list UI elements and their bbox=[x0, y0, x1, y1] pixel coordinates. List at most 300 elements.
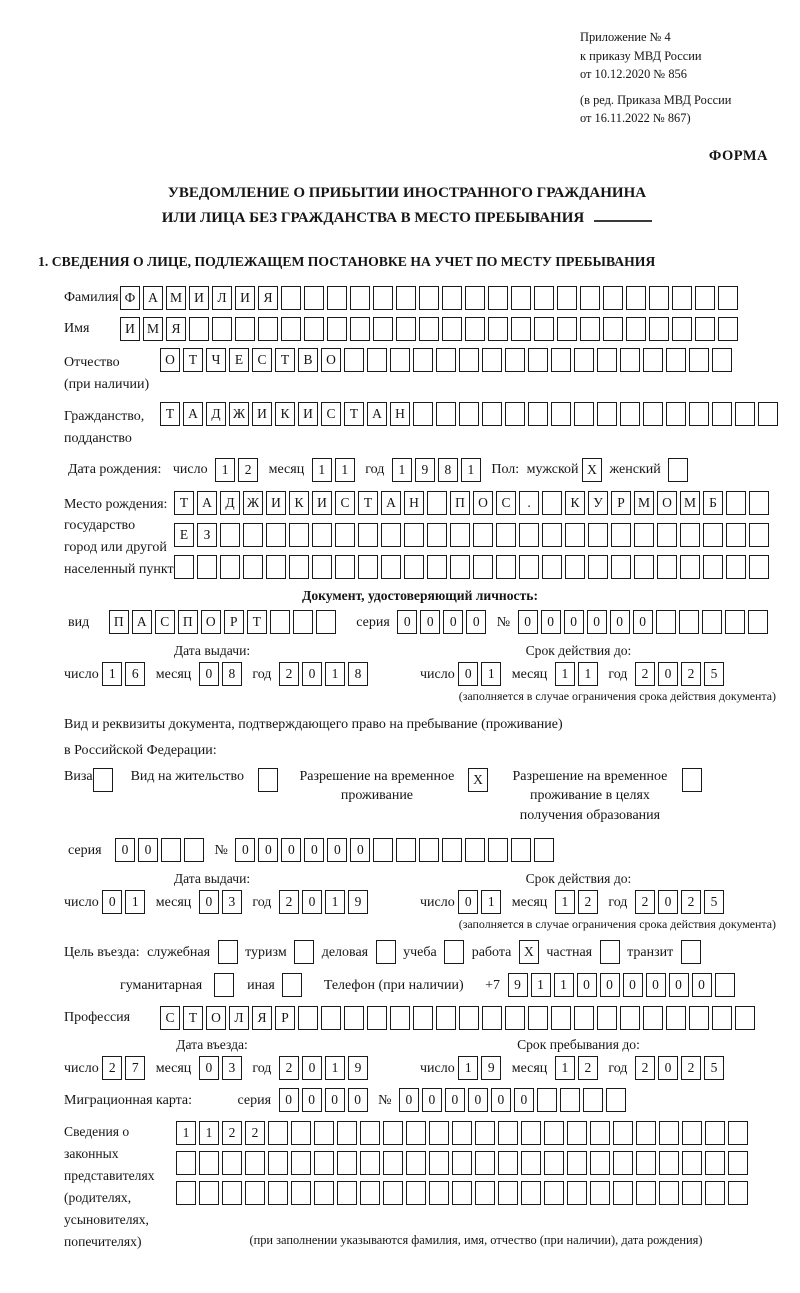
char-box[interactable]: 2 bbox=[681, 890, 701, 914]
char-box[interactable] bbox=[611, 555, 631, 579]
char-box[interactable]: М bbox=[680, 491, 700, 515]
char-box[interactable]: О bbox=[206, 1006, 226, 1030]
char-box[interactable] bbox=[749, 491, 769, 515]
char-box[interactable]: 1 bbox=[335, 458, 355, 482]
char-box[interactable] bbox=[634, 523, 654, 547]
char-box[interactable]: 5 bbox=[704, 1056, 724, 1080]
char-box[interactable] bbox=[383, 1121, 403, 1145]
char-box[interactable]: Н bbox=[390, 402, 410, 426]
char-box[interactable]: 2 bbox=[635, 662, 655, 686]
char-box[interactable] bbox=[289, 555, 309, 579]
char-box[interactable] bbox=[498, 1121, 518, 1145]
char-box[interactable] bbox=[413, 1006, 433, 1030]
char-box[interactable] bbox=[565, 555, 585, 579]
char-box[interactable]: 5 bbox=[704, 662, 724, 686]
char-box[interactable] bbox=[521, 1121, 541, 1145]
char-box[interactable] bbox=[567, 1181, 587, 1205]
char-box[interactable]: А bbox=[367, 402, 387, 426]
char-box[interactable]: С bbox=[335, 491, 355, 515]
char-box[interactable] bbox=[657, 523, 677, 547]
char-box[interactable] bbox=[314, 1181, 334, 1205]
char-box[interactable]: С bbox=[155, 610, 175, 634]
char-box[interactable] bbox=[304, 317, 324, 341]
char-box[interactable] bbox=[174, 555, 194, 579]
char-box[interactable] bbox=[636, 1121, 656, 1145]
doc-type-input[interactable] bbox=[109, 610, 339, 634]
birth-day-input[interactable] bbox=[215, 458, 261, 482]
char-box[interactable] bbox=[304, 286, 324, 310]
purpose-business-checkbox[interactable] bbox=[376, 940, 396, 964]
char-box[interactable]: М bbox=[143, 317, 163, 341]
char-box[interactable]: А bbox=[197, 491, 217, 515]
char-box[interactable]: Т bbox=[174, 491, 194, 515]
char-box[interactable] bbox=[583, 1088, 603, 1112]
char-box[interactable] bbox=[620, 1006, 640, 1030]
char-box[interactable]: 0 bbox=[577, 973, 597, 997]
char-box[interactable]: М bbox=[166, 286, 186, 310]
char-box[interactable] bbox=[534, 838, 554, 862]
char-box[interactable]: 0 bbox=[443, 610, 463, 634]
char-box[interactable]: И bbox=[298, 402, 318, 426]
migration-number-input[interactable] bbox=[399, 1088, 629, 1112]
char-box[interactable] bbox=[488, 286, 508, 310]
char-box[interactable] bbox=[613, 1181, 633, 1205]
char-box[interactable] bbox=[383, 1181, 403, 1205]
char-box[interactable]: И bbox=[266, 491, 286, 515]
char-box[interactable]: А bbox=[143, 286, 163, 310]
char-box[interactable] bbox=[245, 1181, 265, 1205]
char-box[interactable]: 2 bbox=[578, 890, 598, 914]
char-box[interactable] bbox=[712, 348, 732, 372]
char-box[interactable] bbox=[551, 1006, 571, 1030]
char-box[interactable] bbox=[459, 1006, 479, 1030]
char-box[interactable] bbox=[505, 402, 525, 426]
char-box[interactable] bbox=[316, 610, 336, 634]
char-box[interactable]: Р bbox=[224, 610, 244, 634]
char-box[interactable]: 3 bbox=[222, 890, 242, 914]
doc-issue-month-input[interactable] bbox=[199, 662, 245, 686]
char-box[interactable]: Т bbox=[358, 491, 378, 515]
char-box[interactable]: У bbox=[588, 491, 608, 515]
char-box[interactable] bbox=[511, 317, 531, 341]
char-box[interactable]: 0 bbox=[669, 973, 689, 997]
char-box[interactable] bbox=[551, 348, 571, 372]
char-box[interactable] bbox=[222, 1181, 242, 1205]
char-box[interactable] bbox=[465, 317, 485, 341]
char-box[interactable]: А bbox=[183, 402, 203, 426]
char-box[interactable] bbox=[748, 610, 768, 634]
char-box[interactable]: 2 bbox=[635, 890, 655, 914]
char-box[interactable] bbox=[726, 555, 746, 579]
doc-issue-year-input[interactable] bbox=[279, 662, 371, 686]
char-box[interactable]: Ж bbox=[229, 402, 249, 426]
char-box[interactable] bbox=[695, 286, 715, 310]
char-box[interactable] bbox=[270, 610, 290, 634]
char-box[interactable]: Р bbox=[275, 1006, 295, 1030]
char-box[interactable] bbox=[580, 317, 600, 341]
char-box[interactable]: П bbox=[178, 610, 198, 634]
char-box[interactable] bbox=[335, 555, 355, 579]
char-box[interactable] bbox=[557, 286, 577, 310]
char-box[interactable] bbox=[519, 523, 539, 547]
char-box[interactable]: О bbox=[657, 491, 677, 515]
char-box[interactable]: Т bbox=[275, 348, 295, 372]
char-box[interactable]: К bbox=[565, 491, 585, 515]
birth-year-input[interactable] bbox=[392, 458, 484, 482]
purpose-work-checkbox[interactable]: X bbox=[519, 940, 539, 964]
char-box[interactable] bbox=[427, 491, 447, 515]
char-box[interactable]: З bbox=[197, 523, 217, 547]
char-box[interactable] bbox=[542, 523, 562, 547]
stay-until-month-input[interactable] bbox=[555, 1056, 601, 1080]
char-box[interactable] bbox=[551, 402, 571, 426]
char-box[interactable]: . bbox=[519, 491, 539, 515]
char-box[interactable]: 0 bbox=[458, 890, 478, 914]
migration-series-input[interactable] bbox=[279, 1088, 371, 1112]
char-box[interactable] bbox=[465, 286, 485, 310]
char-box[interactable] bbox=[726, 523, 746, 547]
char-box[interactable] bbox=[367, 1006, 387, 1030]
char-box[interactable] bbox=[465, 838, 485, 862]
stay-until-day-input[interactable] bbox=[458, 1056, 504, 1080]
char-box[interactable] bbox=[436, 402, 456, 426]
char-box[interactable]: 2 bbox=[578, 1056, 598, 1080]
char-box[interactable] bbox=[396, 286, 416, 310]
char-box[interactable] bbox=[511, 286, 531, 310]
char-box[interactable] bbox=[281, 317, 301, 341]
char-box[interactable] bbox=[659, 1181, 679, 1205]
doc-series-input[interactable] bbox=[397, 610, 489, 634]
stay-valid-month-input[interactable] bbox=[555, 890, 601, 914]
temp-residence-edu-checkbox[interactable] bbox=[682, 768, 702, 792]
char-box[interactable] bbox=[725, 610, 745, 634]
char-box[interactable]: 0 bbox=[235, 838, 255, 862]
char-box[interactable] bbox=[597, 1006, 617, 1030]
char-box[interactable] bbox=[718, 317, 738, 341]
patronymic-input[interactable] bbox=[160, 348, 735, 372]
char-box[interactable] bbox=[574, 348, 594, 372]
char-box[interactable] bbox=[537, 1088, 557, 1112]
char-box[interactable]: 0 bbox=[302, 1056, 322, 1080]
char-box[interactable] bbox=[266, 555, 286, 579]
char-box[interactable] bbox=[442, 317, 462, 341]
visa-checkbox[interactable] bbox=[93, 768, 113, 792]
char-box[interactable]: 1 bbox=[458, 1056, 478, 1080]
char-box[interactable] bbox=[404, 523, 424, 547]
char-box[interactable]: 0 bbox=[518, 610, 538, 634]
char-box[interactable]: Ч bbox=[206, 348, 226, 372]
char-box[interactable] bbox=[689, 1006, 709, 1030]
char-box[interactable] bbox=[597, 402, 617, 426]
char-box[interactable] bbox=[212, 317, 232, 341]
char-box[interactable]: 0 bbox=[199, 890, 219, 914]
char-box[interactable] bbox=[337, 1181, 357, 1205]
char-box[interactable] bbox=[197, 555, 217, 579]
char-box[interactable] bbox=[327, 317, 347, 341]
char-box[interactable]: Д bbox=[206, 402, 226, 426]
char-box[interactable]: 0 bbox=[258, 838, 278, 862]
char-box[interactable]: 0 bbox=[458, 662, 478, 686]
char-box[interactable] bbox=[505, 1006, 525, 1030]
char-box[interactable]: 2 bbox=[681, 662, 701, 686]
char-box[interactable] bbox=[459, 402, 479, 426]
char-box[interactable]: 3 bbox=[222, 1056, 242, 1080]
char-box[interactable]: С bbox=[252, 348, 272, 372]
char-box[interactable] bbox=[603, 317, 623, 341]
char-box[interactable]: 0 bbox=[281, 838, 301, 862]
char-box[interactable]: 0 bbox=[623, 973, 643, 997]
char-box[interactable] bbox=[419, 317, 439, 341]
char-box[interactable] bbox=[381, 523, 401, 547]
female-checkbox[interactable] bbox=[668, 458, 688, 482]
char-box[interactable]: 0 bbox=[199, 1056, 219, 1080]
char-box[interactable]: 0 bbox=[422, 1088, 442, 1112]
char-box[interactable] bbox=[293, 610, 313, 634]
char-box[interactable] bbox=[413, 402, 433, 426]
char-box[interactable]: 1 bbox=[555, 1056, 575, 1080]
char-box[interactable]: 1 bbox=[461, 458, 481, 482]
char-box[interactable]: 1 bbox=[555, 662, 575, 686]
char-box[interactable] bbox=[459, 348, 479, 372]
char-box[interactable]: Т bbox=[247, 610, 267, 634]
char-box[interactable] bbox=[726, 491, 746, 515]
char-box[interactable] bbox=[367, 348, 387, 372]
char-box[interactable]: 0 bbox=[658, 890, 678, 914]
char-box[interactable] bbox=[473, 555, 493, 579]
char-box[interactable] bbox=[567, 1121, 587, 1145]
char-box[interactable]: 1 bbox=[199, 1121, 219, 1145]
doc-issue-day-input[interactable] bbox=[102, 662, 148, 686]
char-box[interactable] bbox=[235, 317, 255, 341]
char-box[interactable]: С bbox=[160, 1006, 180, 1030]
char-box[interactable]: 6 bbox=[125, 662, 145, 686]
char-box[interactable] bbox=[404, 555, 424, 579]
char-box[interactable]: М bbox=[634, 491, 654, 515]
stay-valid-day-input[interactable] bbox=[458, 890, 504, 914]
char-box[interactable]: 0 bbox=[491, 1088, 511, 1112]
char-box[interactable] bbox=[689, 348, 709, 372]
char-box[interactable] bbox=[488, 838, 508, 862]
char-box[interactable]: С bbox=[496, 491, 516, 515]
char-box[interactable]: 0 bbox=[541, 610, 561, 634]
char-box[interactable] bbox=[220, 523, 240, 547]
char-box[interactable]: А bbox=[381, 491, 401, 515]
char-box[interactable]: 0 bbox=[658, 1056, 678, 1080]
char-box[interactable]: Я bbox=[252, 1006, 272, 1030]
char-box[interactable] bbox=[557, 317, 577, 341]
phone-input[interactable] bbox=[508, 973, 738, 997]
char-box[interactable] bbox=[281, 286, 301, 310]
char-box[interactable] bbox=[427, 523, 447, 547]
char-box[interactable]: С bbox=[321, 402, 341, 426]
char-box[interactable] bbox=[496, 555, 516, 579]
char-box[interactable] bbox=[544, 1181, 564, 1205]
char-box[interactable]: О bbox=[321, 348, 341, 372]
char-box[interactable] bbox=[560, 1088, 580, 1112]
char-box[interactable]: Б bbox=[703, 491, 723, 515]
char-box[interactable] bbox=[613, 1121, 633, 1145]
stay-doc-series-input[interactable] bbox=[115, 838, 207, 862]
char-box[interactable] bbox=[682, 1181, 702, 1205]
char-box[interactable] bbox=[482, 348, 502, 372]
char-box[interactable]: 1 bbox=[102, 662, 122, 686]
char-box[interactable] bbox=[682, 1121, 702, 1145]
char-box[interactable] bbox=[521, 1181, 541, 1205]
char-box[interactable] bbox=[705, 1121, 725, 1145]
char-box[interactable] bbox=[542, 491, 562, 515]
char-box[interactable]: 0 bbox=[397, 610, 417, 634]
char-box[interactable]: 8 bbox=[438, 458, 458, 482]
char-box[interactable] bbox=[442, 838, 462, 862]
char-box[interactable]: 9 bbox=[481, 1056, 501, 1080]
purpose-study-checkbox[interactable] bbox=[444, 940, 464, 964]
char-box[interactable]: И bbox=[312, 491, 332, 515]
char-box[interactable] bbox=[634, 555, 654, 579]
char-box[interactable]: 9 bbox=[415, 458, 435, 482]
char-box[interactable] bbox=[482, 1006, 502, 1030]
citizenship-input[interactable] bbox=[160, 402, 781, 426]
char-box[interactable]: 0 bbox=[514, 1088, 534, 1112]
char-box[interactable] bbox=[473, 523, 493, 547]
char-box[interactable] bbox=[603, 286, 623, 310]
char-box[interactable]: 1 bbox=[325, 1056, 345, 1080]
char-box[interactable]: 1 bbox=[125, 890, 145, 914]
char-box[interactable] bbox=[528, 348, 548, 372]
purpose-tourism-checkbox[interactable] bbox=[294, 940, 314, 964]
char-box[interactable] bbox=[436, 1006, 456, 1030]
char-box[interactable] bbox=[337, 1121, 357, 1145]
char-box[interactable] bbox=[712, 402, 732, 426]
char-box[interactable]: 0 bbox=[348, 1088, 368, 1112]
char-box[interactable] bbox=[695, 317, 715, 341]
char-box[interactable] bbox=[358, 523, 378, 547]
char-box[interactable] bbox=[243, 555, 263, 579]
char-box[interactable]: 0 bbox=[468, 1088, 488, 1112]
char-box[interactable]: 1 bbox=[554, 973, 574, 997]
char-box[interactable]: 1 bbox=[578, 662, 598, 686]
char-box[interactable] bbox=[373, 838, 393, 862]
char-box[interactable] bbox=[705, 1181, 725, 1205]
char-box[interactable] bbox=[429, 1121, 449, 1145]
char-box[interactable]: 1 bbox=[481, 662, 501, 686]
char-box[interactable] bbox=[659, 1121, 679, 1145]
char-box[interactable]: И bbox=[120, 317, 140, 341]
char-box[interactable]: О bbox=[160, 348, 180, 372]
char-box[interactable]: Т bbox=[183, 1006, 203, 1030]
char-box[interactable]: 0 bbox=[587, 610, 607, 634]
stay-issue-day-input[interactable] bbox=[102, 890, 148, 914]
char-box[interactable]: 1 bbox=[531, 973, 551, 997]
char-box[interactable]: 2 bbox=[102, 1056, 122, 1080]
stay-until-year-input[interactable] bbox=[635, 1056, 727, 1080]
char-box[interactable] bbox=[735, 1006, 755, 1030]
char-box[interactable] bbox=[419, 838, 439, 862]
char-box[interactable] bbox=[406, 1121, 426, 1145]
char-box[interactable]: О bbox=[201, 610, 221, 634]
entry-day-input[interactable] bbox=[102, 1056, 148, 1080]
char-box[interactable]: 0 bbox=[325, 1088, 345, 1112]
char-box[interactable]: И bbox=[252, 402, 272, 426]
char-box[interactable]: 1 bbox=[312, 458, 332, 482]
entry-year-input[interactable] bbox=[279, 1056, 371, 1080]
char-box[interactable] bbox=[373, 286, 393, 310]
char-box[interactable]: 0 bbox=[445, 1088, 465, 1112]
char-box[interactable] bbox=[436, 348, 456, 372]
char-box[interactable]: 0 bbox=[692, 973, 712, 997]
char-box[interactable]: 0 bbox=[302, 890, 322, 914]
char-box[interactable] bbox=[406, 1181, 426, 1205]
char-box[interactable] bbox=[344, 1006, 364, 1030]
char-box[interactable]: 0 bbox=[327, 838, 347, 862]
char-box[interactable]: 2 bbox=[238, 458, 258, 482]
char-box[interactable] bbox=[519, 555, 539, 579]
char-box[interactable] bbox=[702, 610, 722, 634]
char-box[interactable]: 0 bbox=[138, 838, 158, 862]
char-box[interactable] bbox=[505, 348, 525, 372]
char-box[interactable] bbox=[534, 286, 554, 310]
char-box[interactable]: 9 bbox=[348, 890, 368, 914]
char-box[interactable] bbox=[442, 286, 462, 310]
char-box[interactable] bbox=[680, 523, 700, 547]
char-box[interactable] bbox=[498, 1181, 518, 1205]
char-box[interactable] bbox=[715, 973, 735, 997]
char-box[interactable] bbox=[475, 1181, 495, 1205]
male-checkbox[interactable]: X bbox=[582, 458, 602, 482]
char-box[interactable] bbox=[657, 555, 677, 579]
char-box[interactable] bbox=[574, 1006, 594, 1030]
char-box[interactable] bbox=[452, 1181, 472, 1205]
char-box[interactable]: 0 bbox=[199, 662, 219, 686]
char-box[interactable]: 1 bbox=[215, 458, 235, 482]
char-box[interactable] bbox=[419, 286, 439, 310]
char-box[interactable] bbox=[268, 1181, 288, 1205]
char-box[interactable]: Я bbox=[166, 317, 186, 341]
char-box[interactable] bbox=[626, 317, 646, 341]
char-box[interactable]: Т bbox=[183, 348, 203, 372]
char-box[interactable] bbox=[396, 317, 416, 341]
purpose-transit-checkbox[interactable] bbox=[681, 940, 701, 964]
char-box[interactable]: И bbox=[235, 286, 255, 310]
char-box[interactable]: 0 bbox=[279, 1088, 299, 1112]
char-box[interactable]: Т bbox=[344, 402, 364, 426]
char-box[interactable] bbox=[735, 402, 755, 426]
stay-issue-month-input[interactable] bbox=[199, 890, 245, 914]
char-box[interactable] bbox=[298, 1006, 318, 1030]
char-box[interactable]: 7 bbox=[125, 1056, 145, 1080]
purpose-humanitarian-checkbox[interactable] bbox=[214, 973, 234, 997]
char-box[interactable] bbox=[643, 1006, 663, 1030]
char-box[interactable] bbox=[689, 402, 709, 426]
char-box[interactable]: 1 bbox=[325, 890, 345, 914]
char-box[interactable] bbox=[189, 317, 209, 341]
stay-issue-year-input[interactable] bbox=[279, 890, 371, 914]
char-box[interactable]: 0 bbox=[102, 890, 122, 914]
char-box[interactable]: 2 bbox=[279, 662, 299, 686]
char-box[interactable]: 8 bbox=[348, 662, 368, 686]
char-box[interactable] bbox=[511, 838, 531, 862]
char-box[interactable] bbox=[656, 610, 676, 634]
char-box[interactable] bbox=[258, 317, 278, 341]
char-box[interactable] bbox=[643, 348, 663, 372]
char-box[interactable] bbox=[427, 555, 447, 579]
char-box[interactable]: 9 bbox=[348, 1056, 368, 1080]
char-box[interactable] bbox=[728, 1121, 748, 1145]
char-box[interactable] bbox=[161, 838, 181, 862]
char-box[interactable] bbox=[703, 555, 723, 579]
char-box[interactable]: К bbox=[289, 491, 309, 515]
char-box[interactable]: 0 bbox=[466, 610, 486, 634]
char-box[interactable]: 1 bbox=[392, 458, 412, 482]
